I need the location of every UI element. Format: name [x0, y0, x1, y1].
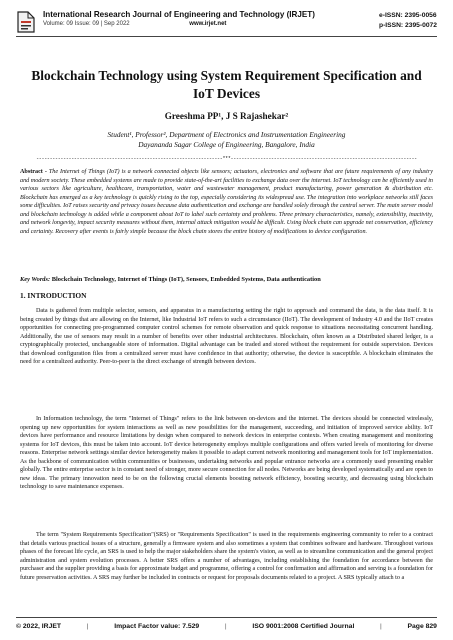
paper-authors: Greeshma PP¹, J S Rajashekar²	[164, 111, 289, 121]
section-separator: ---------------------------------------------------------------------***---------------------------------------------------------------------	[36, 156, 417, 162]
journal-volume-line	[43, 21, 226, 27]
footer-page-number: Page 829	[407, 622, 437, 630]
page-footer	[16, 620, 437, 632]
footer-copyright: © 2022, IRJET	[16, 622, 62, 630]
footer-separator: |	[224, 622, 227, 630]
footer-impact-factor: Impact Factor value: 7.529	[114, 622, 200, 630]
paragraph: Data is gathered from multiple selector, sensors, and apparatus in a manufacturing setting the right to approach and command the data, is the data itself. It is being created by things that are allowing on the Internet, like Industrial IoT refers to such a circumstance (IIoT). The development of Industry 4.0 and the IIoT creates opportunities for connecting pre-programmed computer control schemes for remote observation and quick response to situations necessitating concurrent handling. Additionally, the use of sensors may result in a number of benefits over other industrial architectures. Blockchain, often known as a Distributed shared ledger, is a cryptographically protected, unchangeable store of information. Digital advantage can be traded and stored without the requirement for outside supervision. Devices that download configuration files from a centralized server must have confidence in that authority; otherwise, the device is susceptible. A blockchain eliminates the need for a centralized authority. Peer-to-peer is the direct exchange of strength between devices.	[20, 308, 433, 365]
affiliation-line-2: Dayananda Sagar College of Engineering, Bangalore, India	[138, 139, 315, 149]
title-line-1: Blockchain Technology using System Requirement Specification and	[31, 68, 422, 83]
journal-name: International Research Journal of Engineering and Technology (IRJET)	[43, 10, 315, 19]
keywords-text: Blockchain Technology, Internet of Things (IoT), Sensors, Embedded Systems, Data authentication	[50, 276, 321, 283]
volume-issue: Volume: 09 Issue: 09 | Sep 2022	[43, 21, 130, 27]
keywords	[20, 276, 433, 285]
issn-block	[379, 11, 437, 31]
header-divider	[16, 36, 437, 37]
footer-separator: |	[380, 622, 382, 630]
abstract-label: Abstract -	[20, 169, 49, 175]
pissn: p-ISSN: 2395-0072	[379, 22, 437, 29]
eissn: e-ISSN: 2395-0056	[379, 12, 437, 19]
irjet-logo-icon	[16, 10, 36, 34]
paper-title	[26, 67, 427, 103]
abstract-text: The Internet of Things (IoT) is a network connected objects like sensors; actuators, electronics and software that are future requirements of any industry and modern society. These embedded systems are made to provide state-of-the-art facilities to exchange data over the internet. IoT technology can be efficiently used in various sectors like agriculture, healthcare, transportation, water and wastewater management, product manufacturing, power generation & distribution etc. Blockchain has emerged as a key technology is quickly rising to the top, especially considering its widespread use. The integration into workplace networks still faces some difficulties. IoT raises security and privacy issues because data authentication and exchange are handled solely through the central server. The main server model and blockchain technology is added while a component about IoT to label such certainty and problems. Three primary characteristics, namely, extensibility, inactivity, and network longevity, impact security measures without them, internal attack mitigation would be difficult. Using block chain can upgrade net conservation, efficiency and certainty. Recovery after events is fairly simple because the block chain stores the entire history of modifications to device configuration.	[20, 169, 433, 235]
journal-header	[16, 10, 437, 36]
paper-affiliation	[26, 130, 427, 149]
section-heading-introduction: 1. INTRODUCTION	[20, 291, 87, 300]
title-line-2: IoT Devices	[192, 86, 261, 101]
footer-iso: ISO 9001:2008 Certified Journal	[252, 622, 355, 630]
paragraph: The term "System Requirements Specification"(SRS) or "Requirements Specification" is used in the requirements engineering community to refer to a contract that details various practical issues of a structure, generally a firmware system and also sometimes a system that combines software and hardware. Throughout various phases of the forecast life cycle, an SRS is used to help the major stakeholders share the system's vision, as well as to streamline communication and the general project administration and system evolution processes. A better SRS offers a number of advantages, including establishing the foundation for accordance between the purchaser and the supplier providing a basis for approximate budget and programme, offering a control for confirmation and affirmation and serving is a foundation for future preservation activities. A SRS may further be included in contracts or request for proposals documents related to a project. A SRS typically attach to a	[20, 532, 433, 581]
keywords-label: Key Words:	[20, 276, 51, 283]
journal-website-link[interactable]: www.irjet.net	[189, 21, 227, 27]
abstract	[20, 168, 433, 236]
affiliation-line-1: Student¹, Professor², Department of Electronics and Instrumentation Engineering	[107, 130, 346, 139]
footer-separator: |	[86, 622, 89, 630]
footer-divider	[16, 617, 437, 618]
paragraph: In Information technology, the term "Internet of Things" refers to the link between on-devices and the internet. The devices should be connected wirelessly, opening up new opportunities for system interactions as well as new possibilities for the management, succeeding, and initiation of improved service ability. IoT devices have performance and resource limitations by design when compared to network devices in enterprise contexts. When creating management and monitoring systems for IoT devices, this must be taken into account. IoT device heterogeneity employs multiple configurations and offers varied levels of monitoring for diverse reasons. Enterprise network settings similar device heterogeneity makes it possible to adapt current network monitoring and management tools for IoT implementation. As the backbone of communication within communities or businesses, undertaking networks and popular entrance networks are a commonly used presenting enabler globally. The entire enterprise sector is in constant need of stronger, more secure connection for all nodes. Networks are being developed systematically and are open to new ideas. The primary innovation need to be on the following crucial elements boosting network efficiency, boosting security, and decreasing using blockchain technology to save maintenance expenses.	[20, 416, 433, 490]
